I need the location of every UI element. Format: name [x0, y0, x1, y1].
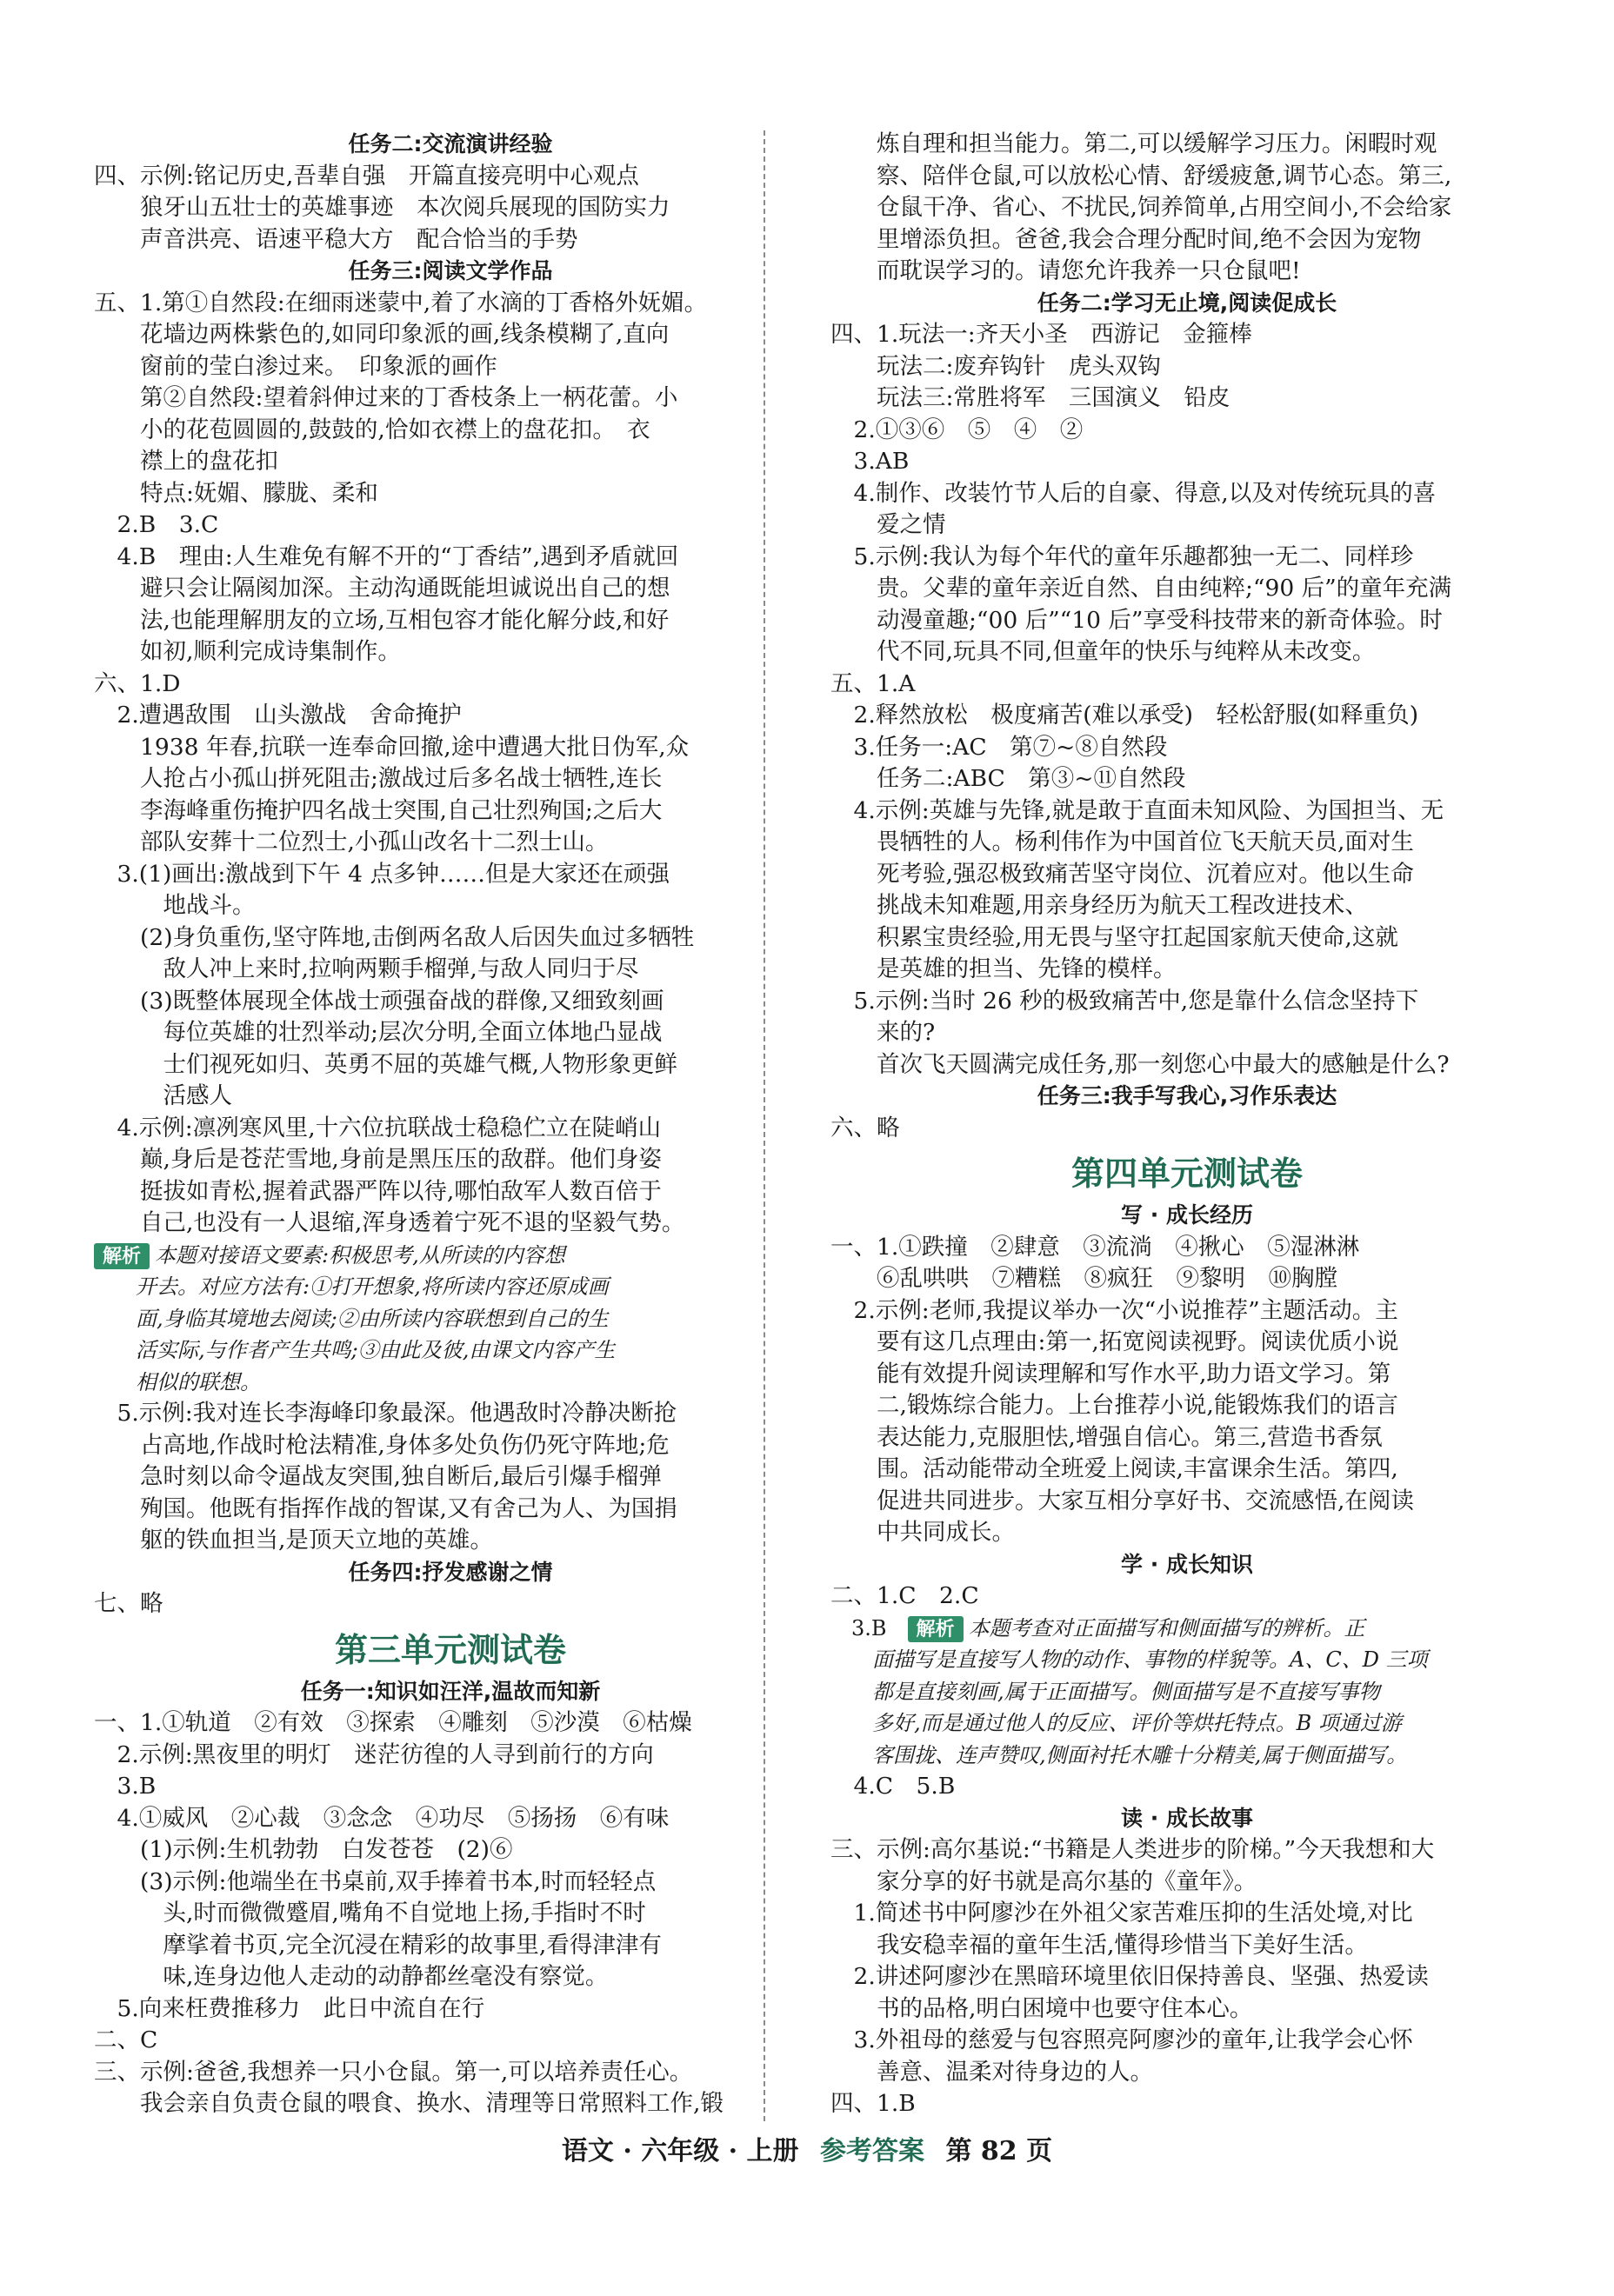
analysis-badge: 解析 [94, 1243, 150, 1269]
answer-line: 动漫童趣;“00 后”“10 后”享受科技带来的新奇体验。时 [830, 606, 1443, 634]
analysis-note [830, 1676, 1544, 1708]
answer-line: 挺拔如青松,握着武器严阵以待,哪怕敌军人数百倍于 [94, 1177, 662, 1205]
analysis-text: 面,身临其境地去阅读;②由所读内容联想到自己的生 [94, 1306, 609, 1331]
answer-line: 4.C 5.B [830, 1773, 956, 1800]
answer-line: 狼牙山五壮士的英雄事迹 本次阅兵展现的国防实力 [94, 194, 670, 221]
task-heading: 任务三:我手写我心,习作乐表达 [1037, 1083, 1337, 1108]
right-column [830, 129, 1544, 2120]
answer-line: (3)示例:他端坐在书桌前,双手捧着书本,时而轻轻点 [94, 1867, 657, 1895]
answer-line: 4.①威风 ②心裁 ③念念 ④功尽 ⑤扬扬 ⑥有味 [94, 1804, 670, 1832]
footer-subject: 语文 · 六年级 · 上册 [561, 2136, 799, 2166]
analysis-note [94, 1303, 807, 1335]
footer-answers: 参考答案 [820, 2136, 925, 2166]
task-heading: 任务二:交流演讲经验 [348, 131, 553, 156]
answer-line: (1)示例:生机勃勃 白发苍苍 (2)⑥ [94, 1836, 513, 1863]
analysis-text: 相似的联想。 [94, 1369, 261, 1394]
analysis-note [94, 1240, 807, 1272]
answer-line: 五、1.第①自然段:在细雨迷蒙中,着了水滴的丁香格外妩媚。 [94, 289, 708, 316]
answer-line: 4.B 理由:人生难免有解不开的“丁香结”,遇到矛盾就回 [94, 542, 679, 570]
answer-line: 是英雄的担当、先锋的模样。 [830, 955, 1177, 982]
answer-line: 挑战未知难题,用亲身经历为航天工程改进技术、 [830, 892, 1368, 919]
answer-line: 法,也能理解朋友的立场,互相包容才能化解分歧,和好 [94, 606, 670, 634]
answer-line: 2.遭遇敌围 山头激战 舍命掩护 [94, 702, 462, 729]
answer-line: 家分享的好书就是高尔基的《童年》。 [830, 1867, 1257, 1895]
answer-line: 爱之情 [830, 511, 946, 538]
analysis-text: 客围拢、连声赞叹,侧面衬托木雕十分精美,属于侧面描写。 [830, 1742, 1408, 1767]
analysis-text: 本题对接语文要素:积极思考,从所读的内容想 [155, 1242, 565, 1268]
answer-line: 摩挲着书页,完全沉浸在精彩的故事里,看得津津有 [94, 1931, 662, 1959]
analysis-text: 多好,而是通过他人的反应、评价等烘托特点。B 项通过游 [830, 1711, 1402, 1735]
answer-line: 2.示例:老师,我提议举办一次“小说推荐”主题活动。主 [830, 1296, 1398, 1324]
answer-line: 我安稳幸福的童年生活,懂得珍惜当下美好生活。 [830, 1931, 1368, 1959]
answer-line: 首次飞天圆满完成任务,那一刻您心中最大的感触是什么? [830, 1050, 1450, 1078]
answer-line: 2.讲述阿廖沙在黑暗环境里依旧保持善良、坚强、热爱读 [830, 1963, 1429, 1990]
answer-line: 占高地,作战时枪法精准,身体多处负伤仍死守阵地;危 [94, 1431, 670, 1459]
answer-line: (3)既整体展现全体战士顽强奋战的群像,又细致刻画 [94, 987, 664, 1015]
task-heading: 任务三:阅读文学作品 [348, 258, 553, 283]
answer-line: 5.示例:我对连长李海峰印象最深。他遇敌时冷静决断抢 [94, 1400, 677, 1427]
answer-line: 地战斗。 [94, 892, 256, 919]
answer-line: 中共同成长。 [830, 1519, 1015, 1546]
answer-line: 李海峰重伤掩护四名战士突围,自己壮烈殉国;之后大 [94, 796, 663, 824]
answer-line: 代不同,玩具不同,但童年的快乐与纯粹从未改变。 [830, 638, 1376, 665]
answer-line: 我会亲自负责仓鼠的喂食、换水、清理等日常照料工作,锻 [94, 2090, 724, 2117]
answer-line: 1.简述书中阿廖沙在外祖父家苦难压抑的生活处境,对比 [830, 1900, 1413, 1927]
answer-line: 而耽误学习的。请您允许我养一只仓鼠吧! [830, 257, 1301, 284]
answer-line: 声音洪亮、语速平稳大方 配合恰当的手势 [94, 225, 578, 253]
answer-line: 五、1.A [830, 669, 916, 697]
answer-line: 躯的铁血担当,是顶天立地的英雄。 [94, 1527, 493, 1554]
answer-line: 积累宝贵经验,用无畏与坚守扛起国家航天使命,这就 [830, 923, 1398, 951]
answer-line: 3.AB [830, 448, 910, 475]
answer-line: 察、陪伴仓鼠,可以放松心情、舒缓疲惫,调节心态。第三, [830, 162, 1452, 190]
answer-line: 贵。父辈的童年亲近自然、自由纯粹;“90 后”的童年充满 [830, 575, 1452, 602]
answer-line: 二、C [94, 2026, 158, 2053]
answer-line: 畏牺牲的人。杨利伟作为中国首位飞天航天员,面对生 [830, 829, 1414, 855]
answer-line: 三、示例:高尔基说:“书籍是人类进步的阶梯。”今天我想和大 [830, 1836, 1435, 1863]
answer-line: 玩法二:废弃钩针 虎头双钩 [830, 352, 1161, 380]
answer-line: 四、1.B [830, 2090, 916, 2117]
analysis-text: 开去。对应方法有:①打开想象,将所读内容还原成画 [94, 1274, 609, 1299]
answer-line: 4.示例:凛冽寒风里,十六位抗联战士稳稳伫立在陡峭山 [94, 1114, 662, 1141]
answer-line: 2.①③⑥ ⑤ ④ ② [830, 416, 1084, 443]
answer-number: 3.B [830, 1615, 908, 1640]
column-divider [764, 130, 765, 2121]
page-footer [0, 2129, 1614, 2167]
answer-line: 六、略 [830, 1114, 900, 1141]
answer-line: (2)身负重伤,坚守阵地,击倒两名敌人后因失血过多牺牲 [94, 923, 695, 951]
analysis-note [94, 1334, 807, 1367]
answer-line: 七、略 [94, 1590, 163, 1617]
answer-line: 2.释然放松 极度痛苦(难以承受) 轻松舒服(如释重负) [830, 702, 1419, 729]
footer-page: 第 82 页 [945, 2136, 1053, 2166]
answer-line: 1938 年春,抗联一连奉命回撤,途中遭遇大批日伪军,众 [94, 733, 690, 761]
task-heading: 学 · 成长知识 [1121, 1551, 1253, 1577]
answer-line: 二,锻炼综合能力。上台推荐小说,能锻炼我们的语言 [830, 1392, 1398, 1419]
answer-line: 士们视死如归、英勇不屈的英雄气概,人物形象更鲜 [94, 1050, 677, 1078]
answer-line: 死考验,强忍极致痛苦坚守岗位、沉着应对。他以生命 [830, 860, 1414, 888]
analysis-text: 面描写是直接写人物的动作、事物的样貌等。A、C、D 三项 [830, 1647, 1428, 1672]
answer-line: 一、1.①轨道 ②有效 ③探索 ④雕刻 ⑤沙漠 ⑥枯燥 [94, 1709, 692, 1736]
answer-line: 巅,身后是苍茫雪地,身前是黑压压的敌群。他们身姿 [94, 1146, 662, 1173]
answer-line: 围。活动能带动全班爱上阅读,丰富课余生活。第四, [830, 1455, 1398, 1482]
answer-line: 3.外祖母的慈爱与包容照亮阿廖沙的童年,让我学会心怀 [830, 2026, 1413, 2053]
answer-line: 炼自理和担当能力。第二,可以缓解学习压力。闲暇时观 [830, 130, 1437, 157]
answer-line: 味,连身边他人走动的动静都丝毫没有察觉。 [94, 1963, 609, 1990]
analysis-note [94, 1271, 807, 1303]
answer-line: 二、1.C 2.C [830, 1582, 979, 1609]
answer-line: 殉国。他既有指挥作战的智谋,又有舍己为人、为国捐 [94, 1494, 677, 1522]
answer-line: 四、1.玩法一:齐天小圣 西游记 金箍棒 [830, 321, 1252, 348]
answer-line: 能有效提升阅读理解和写作水平,助力语文学习。第 [830, 1360, 1391, 1388]
answer-line: 4.示例:英雄与先锋,就是敢于直面未知风险、为国担当、无 [830, 796, 1444, 824]
answer-line: 3.B [94, 1773, 157, 1800]
task-heading: 任务二:学习无止境,阅读促成长 [1037, 289, 1337, 316]
unit-title: 第三单元测试卷 [334, 1630, 566, 1669]
analysis-badge: 解析 [908, 1616, 964, 1642]
analysis-note [830, 1613, 1544, 1645]
answer-line: 仓鼠干净、省心、不扰民,饲养简单,占用空间小,不会给家 [830, 194, 1452, 221]
answer-line: 花墙边两株紫色的,如同印象派的画,线条模糊了,直向 [94, 321, 670, 348]
answer-line: 2.示例:黑夜里的明灯 迷茫彷徨的人寻到前行的方向 [94, 1740, 654, 1768]
analysis-text: 本题考查对正面描写和侧面描写的辨析。正 [968, 1615, 1365, 1640]
answer-line: 书的品格,明白困境中也要守住本心。 [830, 1994, 1253, 2022]
answer-line: 窗前的莹白渗过来。 印象派的画作 [94, 352, 497, 380]
answer-line: 任务二:ABC 第③~⑪自然段 [830, 765, 1186, 792]
answer-line: ⑥乱哄哄 ⑦糟糕 ⑧疯狂 ⑨黎明 ⑩胸膛 [830, 1265, 1337, 1292]
answer-line: 2.B 3.C [94, 511, 219, 538]
answer-line: 避只会让隔阂加深。主动沟通既能坦诚说出自己的想 [94, 575, 670, 602]
answer-line: 一、1.①跌撞 ②肆意 ③流淌 ④揪心 ⑤湿淋淋 [830, 1233, 1360, 1261]
answer-line: 5.向来枉费推移力 此日中流自在行 [94, 1994, 485, 2022]
answer-line: 自己,也没有一人退缩,浑身透着宁死不退的坚毅气势。 [94, 1209, 685, 1236]
answer-line: 如初,顺利完成诗集制作。 [94, 638, 401, 665]
answer-line: 3.任务一:AC 第⑦~⑧自然段 [830, 733, 1168, 761]
analysis-note [830, 1740, 1544, 1772]
answer-line: 善意、温柔对待身边的人。 [830, 2058, 1153, 2086]
answer-line: 六、1.D [94, 669, 181, 697]
answer-line: 3.(1)画出:激战到下午 4 点多钟……但是大家还在顽强 [94, 860, 670, 888]
answer-line: 第②自然段:望着斜伸过来的丁香枝条上一柄花蕾。小 [94, 384, 678, 411]
answer-line: 活感人 [94, 1082, 232, 1109]
analysis-note [830, 1644, 1544, 1676]
task-heading: 读 · 成长故事 [1121, 1805, 1253, 1831]
answer-line: 促进共同进步。大家互相分享好书、交流感悟,在阅读 [830, 1487, 1414, 1514]
answer-line: 三、示例:爸爸,我想养一只小仓鼠。第一,可以培养责任心。 [94, 2058, 693, 2086]
task-heading: 写 · 成长经历 [1121, 1202, 1253, 1228]
answer-line: 5.示例:我认为每个年代的童年乐趣都独一无二、同样珍 [830, 542, 1414, 570]
answer-line: 表达能力,克服胆怯,增强自信心。第三,营造书香氛 [830, 1423, 1383, 1451]
answer-line: 玩法三:常胜将军 三国演义 铅皮 [830, 384, 1231, 411]
answer-line: 来的? [830, 1019, 936, 1046]
answer-line: 4.制作、改装竹节人后的自豪、得意,以及对传统玩具的喜 [830, 479, 1437, 507]
analysis-text: 活实际,与作者产生共鸣;③由此及彼,由课文内容产生 [94, 1338, 616, 1362]
answer-line: 小的花苞圆圆的,鼓鼓的,恰如衣襟上的盘花扣。 衣 [94, 416, 650, 443]
analysis-note [830, 1707, 1544, 1740]
answer-line: 5.示例:当时 26 秒的极致痛苦中,您是靠什么信念坚持下 [830, 987, 1419, 1015]
answer-line: 每位英雄的壮烈举动;层次分明,全面立体地凸显战 [94, 1019, 663, 1046]
analysis-text: 都是直接刻画,属于正面描写。侧面描写是不直接写事物 [830, 1679, 1380, 1704]
analysis-note [94, 1367, 807, 1399]
answer-line: 急时刻以命令逼战友突围,独自断后,最后引爆手榴弹 [94, 1463, 662, 1490]
answer-line: 头,时而微微蹙眉,嘴角不自觉地上扬,手指时不时 [94, 1900, 646, 1927]
answer-line: 特点:妩媚、朦胧、柔和 [94, 479, 378, 507]
answer-line: 人抢占小孤山拼死阻击;激战过后多名战士牺牲,连长 [94, 765, 663, 792]
task-heading: 任务一:知识如汪洋,温故而知新 [300, 1678, 601, 1704]
answer-line: 襟上的盘花扣 [94, 448, 278, 475]
answer-line: 里增添负担。爸爸,我会合理分配时间,绝不会因为宠物 [830, 225, 1422, 253]
left-column [94, 129, 807, 2120]
task-heading: 任务四:抒发感谢之情 [348, 1559, 553, 1585]
answer-line: 四、示例:铭记历史,吾辈自强 开篇直接亮明中心观点 [94, 162, 639, 190]
unit-title: 第四单元测试卷 [1070, 1155, 1303, 1193]
answer-line: 敌人冲上来时,拉响两颗手榴弹,与敌人同归于尽 [94, 955, 639, 982]
answer-line: 部队安葬十二位烈士,小孤山改名十二烈士山。 [94, 829, 609, 855]
answer-line: 要有这几点理由:第一,拓宽阅读视野。阅读优质小说 [830, 1328, 1399, 1355]
